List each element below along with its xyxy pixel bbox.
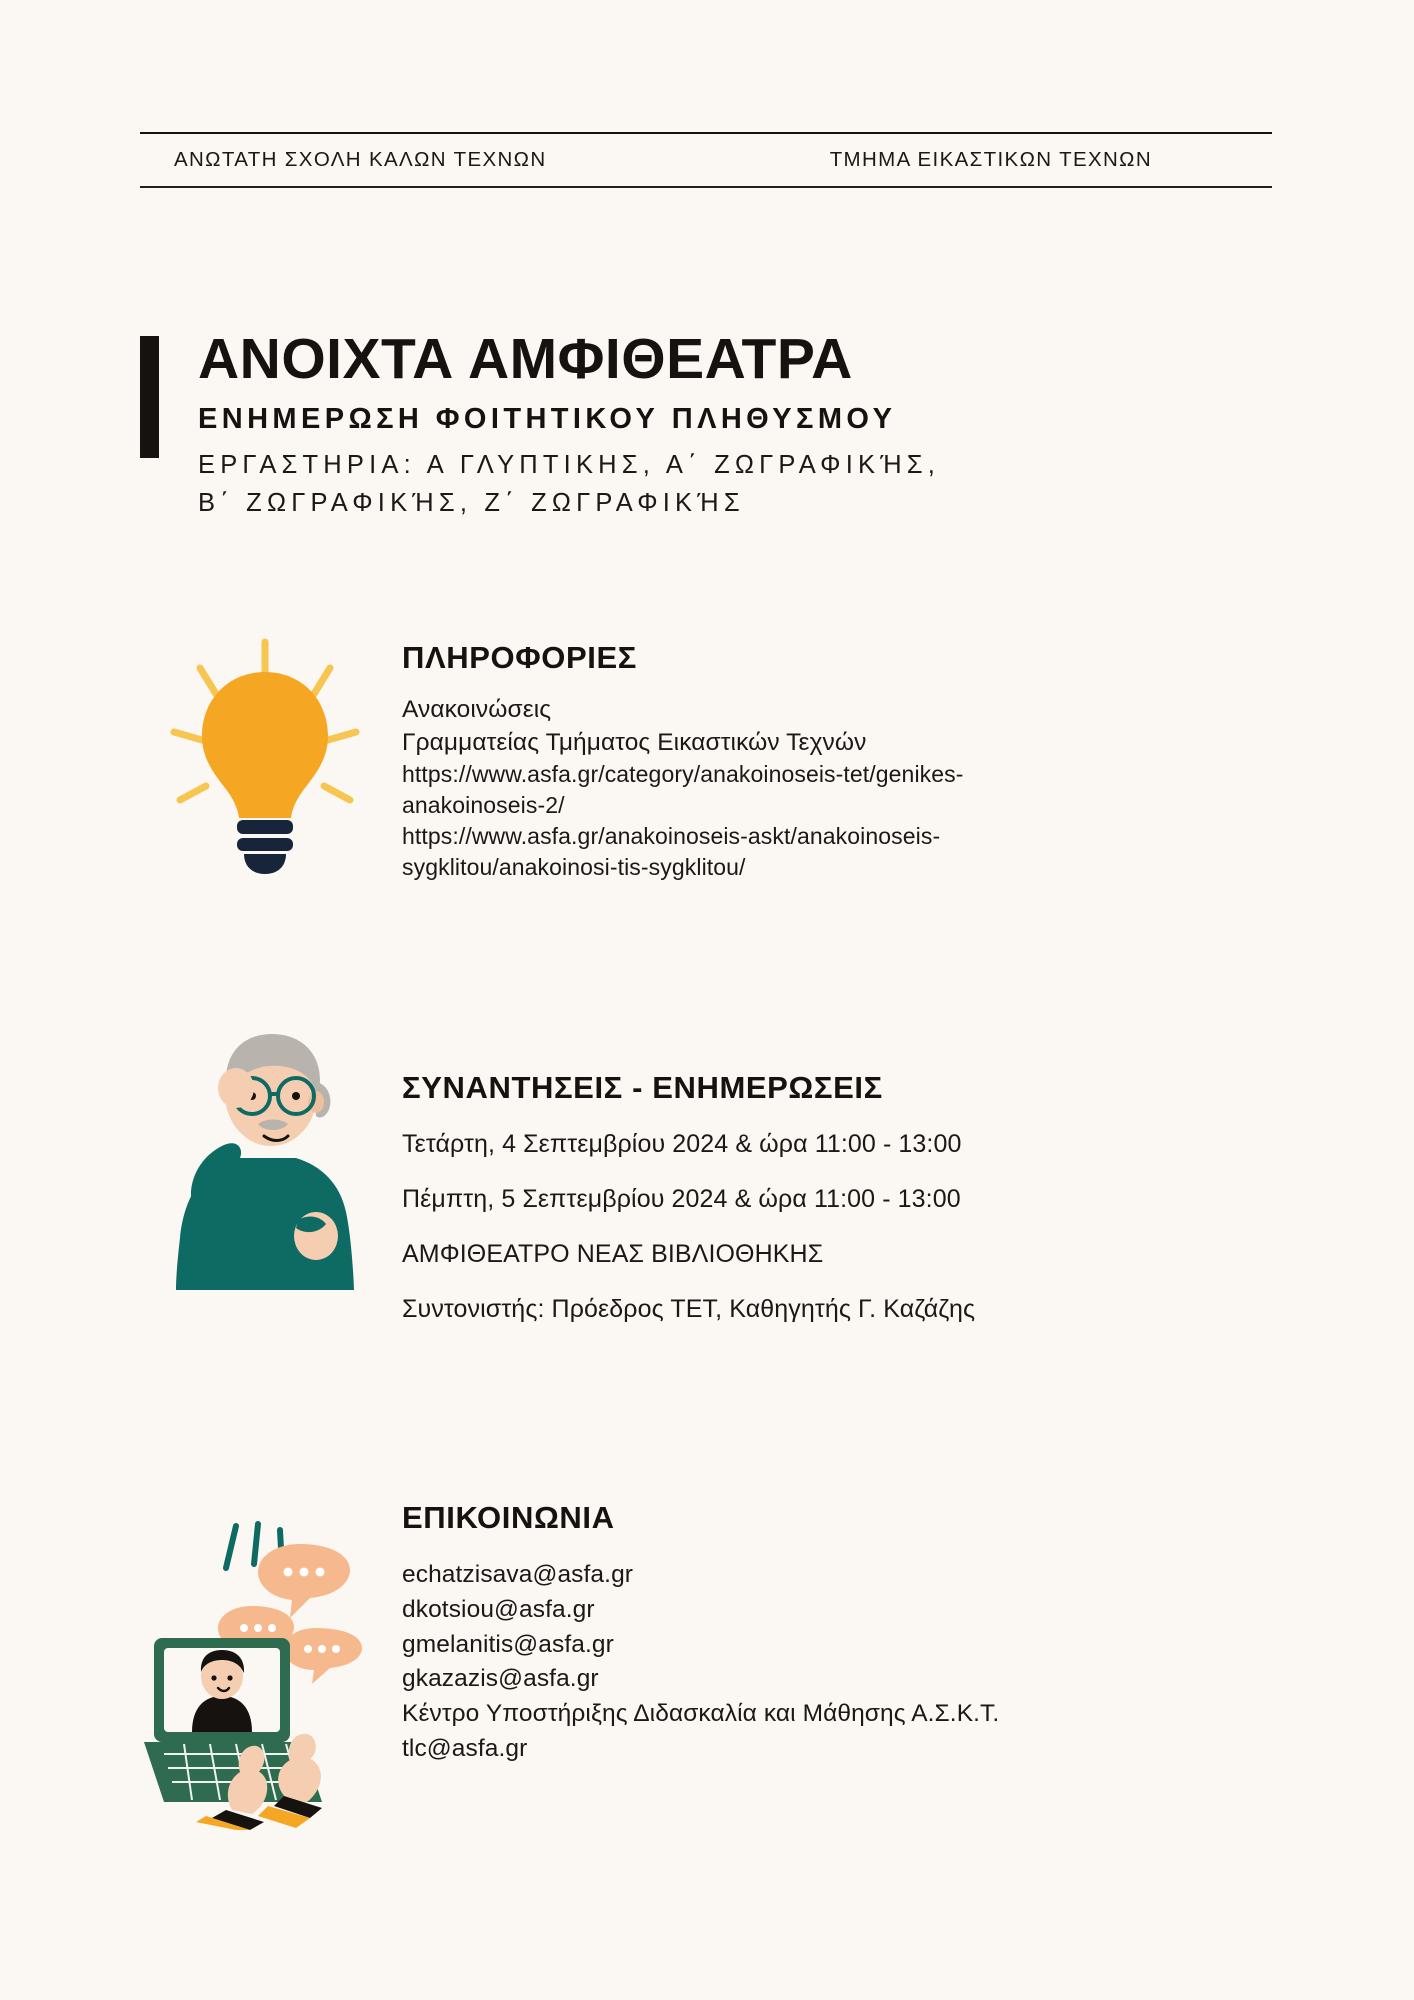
meeting-date-2: Πέμπτη, 5 Σεπτεμβρίου 2024 & ώρα 11:00 - 13:00 [402, 1185, 961, 1213]
announcements-url-1-part-1[interactable]: https://www.asfa.gr/category/anakoinoseis-tet/genikes- [402, 761, 964, 788]
page-subtitle: ΕΝΗΜΕΡΩΣΗ ΦΟΙΤΗΤΙΚΟΥ ΠΛΗΘΥΣΜΟΥ [198, 402, 897, 435]
announcements-url-2-part-1[interactable]: https://www.asfa.gr/anakoinoseis-askt/anakoinoseis- [402, 823, 941, 850]
contact-heading: ΕΠΙΚΟΙΝΩΝΙΑ [402, 1500, 615, 1535]
header-department-name: ΤΜΗΜΑ ΕΙΚΑΣΤΙΚΩΝ ΤΕΧΝΩΝ [829, 148, 1152, 171]
information-lines [402, 694, 1280, 883]
workshops-line-2: Β΄ ΖΩΓΡΑΦΙΚΉΣ, Ζ΄ ΖΩΓΡΑΦΙΚΉΣ [198, 488, 745, 517]
title-accent-bar [140, 336, 159, 458]
section-information [140, 640, 1280, 888]
header-institution-row [140, 134, 1272, 186]
header-rule-bottom [140, 186, 1272, 188]
information-heading: ΠΛΗΡΟΦΟΡΙΕΣ [402, 640, 637, 675]
meeting-date-1: Τετάρτη, 4 Σεπτεμβρίου 2024 & ώρα 11:00 - 13:00 [402, 1130, 962, 1158]
meetings-body [390, 1070, 1280, 1326]
meeting-coordinator: Συντονιστής: Πρόεδρος ΤΕΤ, Καθηγητής Γ. Καζάζης [402, 1295, 976, 1323]
page-title: ΑΝΟΙΧΤΑ ΑΜΦΙΘΕΑΤΡΑ [198, 327, 853, 391]
lightbulb-icon [140, 628, 390, 888]
teaching-support-center-label: Κέντρο Υποστήριξης Διδασκαλία και Μάθησης Α.Σ.Κ.Τ. [402, 1700, 1000, 1728]
information-body [390, 640, 1280, 883]
laptop-video-call-icon [140, 1510, 390, 1830]
secretariat-label: Γραμματείας Τμήματος Εικαστικών Τεχνών [402, 728, 867, 756]
contact-email-2[interactable]: dkotsiou@asfa.gr [402, 1595, 595, 1623]
announcements-label: Ανακοινώσεις [402, 696, 552, 723]
workshops-line-1: ΕΡΓΑΣΤΗΡΙΑ: Α ΓΛΥΠΤΙΚΗΣ, Α΄ ΖΩΓΡΑΦΙΚΉΣ, [198, 450, 941, 479]
contact-email-4[interactable]: gkazazis@asfa.gr [402, 1665, 599, 1693]
title-block [140, 327, 1300, 522]
contact-email-5[interactable]: tlc@asfa.gr [402, 1734, 528, 1762]
poster-header [140, 132, 1272, 188]
announcements-url-2-part-2[interactable]: sygklitou/anakoinosi-tis-sygklitou/ [402, 854, 746, 881]
announcements-url-1-part-2[interactable]: anakoinoseis-2/ [402, 792, 565, 819]
contact-lines [402, 1558, 1280, 1767]
header-school-name: ΑΝΩΤΑΤΗ ΣΧΟΛΗ ΚΑΛΩΝ ΤΕΧΝΩΝ [174, 148, 547, 171]
contact-email-1[interactable]: echatzisava@asfa.gr [402, 1561, 634, 1588]
meetings-heading: ΣΥΝΑΝΤΗΣΕΙΣ - ΕΝΗΜΕΡΩΣΕΙΣ [402, 1070, 883, 1105]
section-contact [140, 1500, 1280, 1830]
contact-email-3[interactable]: gmelanitis@asfa.gr [402, 1630, 614, 1658]
contact-body [390, 1500, 1280, 1767]
meetings-lines [402, 1128, 1280, 1326]
meeting-venue: ΑΜΦΙΘΕΑΤΡΟ ΝΕΑΣ ΒΙΒΛΙΟΘΗΚΗΣ [402, 1240, 824, 1268]
section-meetings [140, 1070, 1280, 1326]
person-with-glasses-icon [140, 990, 390, 1290]
